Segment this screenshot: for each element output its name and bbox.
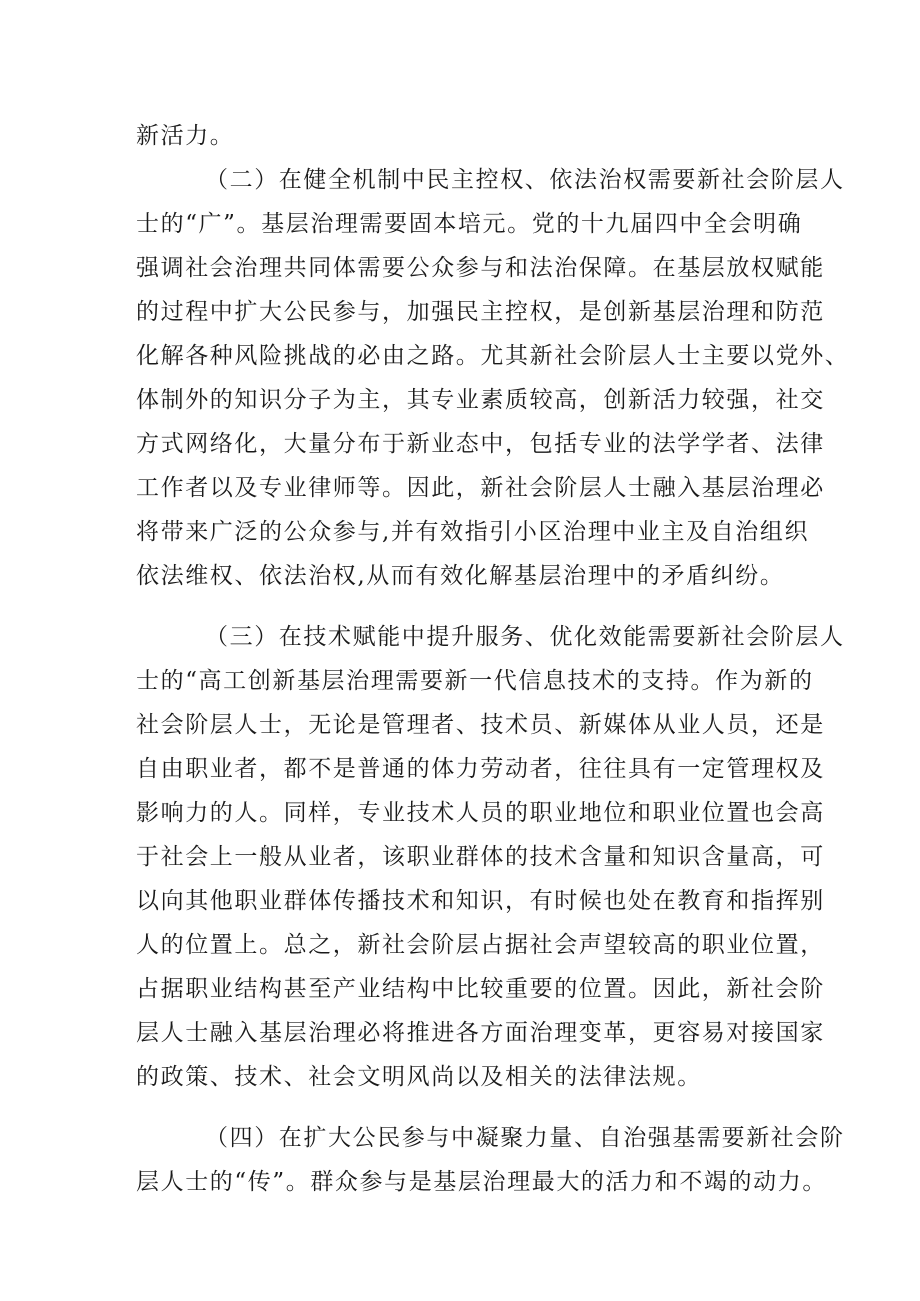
text-line: 士的“广”。基层治理需要固本培元。党的十九届四中全会明确 (136, 211, 803, 237)
text-line: 强调社会治理共同体需要公众参与和法治保障。在基层放权赋能 (136, 255, 825, 281)
text-line: 的过程中扩大公民参与，加强民主控权，是创新基层治理和防范 (136, 299, 825, 325)
text-line: 于社会上一般从业者，该职业群体的技术含量和知识含量高，可 (136, 844, 825, 870)
text-line: 工作者以及专业律师等。因此，新社会阶层人士融入基层治理必 (136, 475, 825, 501)
text-line: 新活力。 (136, 123, 235, 149)
text-line: 依法维权、依法治权,从而有效化解基层治理中的矛盾纠纷。 (136, 563, 785, 589)
text-line: 将带来广泛的公众参与,并有效指引小区治理中业主及自治组织 (136, 519, 810, 545)
text-line: 层人士的“传”。群众参与是基层治理最大的活力和不竭的动力。 (136, 1169, 827, 1195)
text-line: 自由职业者，都不是普通的体力劳动者，往往具有一定管理权及 (136, 756, 825, 782)
text-line: 以向其他职业群体传播技术和知识，有时候也处在教育和指挥别 (136, 888, 825, 914)
paragraph-2-start: （二）在健全机制中民主控权、依法治权需要新社会阶层人 (205, 167, 845, 193)
text-line: 的政策、技术、社会文明风尚以及相关的法律法规。 (136, 1064, 702, 1090)
text-line: 层人士融入基层治理必将推进各方面治理变革，更容易对接国家 (136, 1020, 825, 1046)
paragraph-3-start: （三）在技术赋能中提升服务、优化效能需要新社会阶层人 (205, 624, 845, 650)
text-line: 人的位置上。总之，新社会阶层占据社会声望较高的职业位置， (136, 932, 825, 958)
text-line: 化解各种风险挑战的必由之路。尤其新社会阶层人士主要以党外、 (136, 343, 850, 369)
text-line: 社会阶层人士，无论是管理者、技术员、新媒体从业人员，还是 (136, 712, 825, 738)
text-line: 方式网络化，大量分布于新业态中，包括专业的法学学者、法律 (136, 431, 825, 457)
text-line: 体制外的知识分子为主，其专业素质较高，创新活力较强，社交 (136, 387, 825, 413)
text-line: 士的“高工创新基层治理需要新一代信息技术的支持。作为新的 (136, 668, 814, 694)
paragraph-4-start: （四）在扩大公民参与中凝聚力量、自治强基需要新社会阶 (205, 1125, 845, 1151)
text-line: 占据职业结构甚至产业结构中比较重要的位置。因此，新社会阶 (136, 976, 825, 1002)
text-line: 影响力的人。同样，专业技术人员的职业地位和职业位置也会高 (136, 800, 825, 826)
